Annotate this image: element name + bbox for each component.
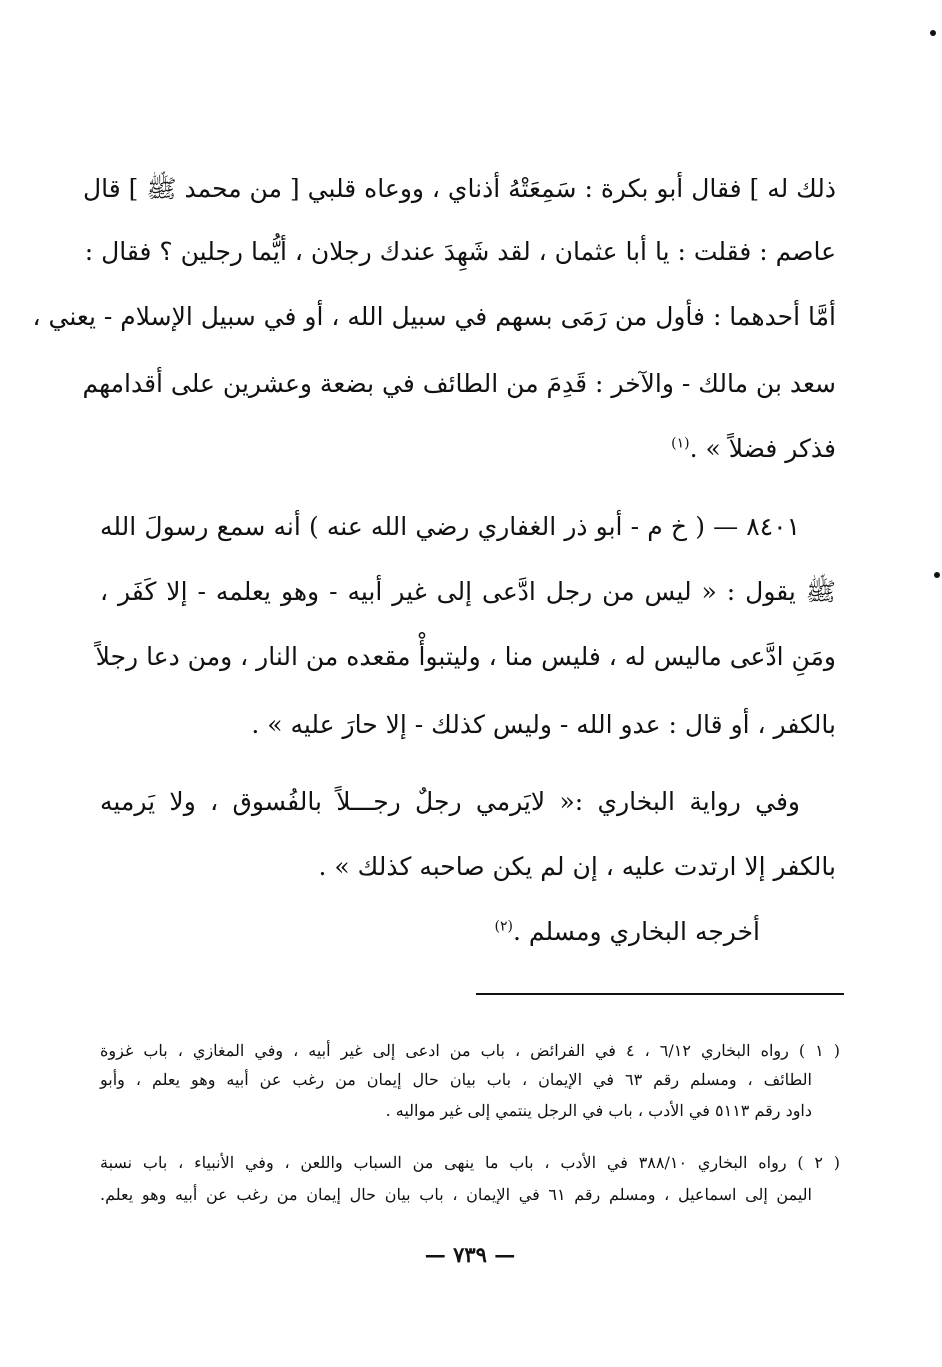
footnote-ref-1: (١) xyxy=(671,435,690,452)
body-line-11: بالكفر إلا ارتدت عليه ، إن لم يكن صاحبه كذلك » . xyxy=(318,852,836,881)
body-line-4: سعد بن مالك - والآخر : قَدِمَ من الطائف في بضعة وعشرين على أقدامهم xyxy=(82,369,836,398)
body-line-5 xyxy=(100,432,836,466)
footnote-2-line-1: ( ٢ ) رواه البخاري ٣٨٨/١٠ في الأدب ، باب ما ينهى من السباب واللعن ، وفي الأنبياء ، باب نسبة xyxy=(100,1153,841,1172)
body-line-7: ﷺ يقول : « ليس من رجل ادَّعى إلى غير أبيه - وهو يعلمه - إلا كَفَر ، xyxy=(100,577,836,606)
body-line-5-text: فذكر فضلاً » . xyxy=(689,434,836,463)
hadith-8401-heading: ٨٤٠١ — ( خ م - أبو ذر الغفاري رضي الله عنه ) أنه سمع رسولَ الله xyxy=(100,512,800,541)
page-number: — ٧٣٩ — xyxy=(424,1242,516,1267)
body-line-2: عاصم : فقلت : يا أبا عثمان ، لقد شَهِدَ عندك رجلان ، أيُّما رجلين ؟ فقال : xyxy=(84,237,836,266)
footnote-2-line-2: اليمن إلى اسماعيل ، ومسلم رقم ٦١ في الإيمان ، باب بيان حال إيمان من رغب عن أبيه وهو يعلم. xyxy=(100,1185,813,1204)
body-line-1: ذلك له ] فقال أبو بكرة : سَمِعَتْهُ أذناي ، ووعاه قلبي [ من محمد ﷺ ] قال xyxy=(82,174,836,203)
body-line-8: ومَنِ ادَّعى ماليس له ، فليس منا ، وليتبوأْ مقعده من النار ، ومن دعا رجلاً xyxy=(95,642,836,671)
body-line-9: بالكفر ، أو قال : عدو الله - وليس كذلك - إلا حارَ عليه » . xyxy=(251,710,836,739)
body-line-3: أمَّا أحدهما : فأول من رَمَى بسهم في سبيل الله ، أو في سبيل الإسلام - يعني ، xyxy=(32,302,836,331)
body-line-10: وفي رواية البخاري :« لايَرمي رجلٌ رجـــلاً بالفُسوق ، ولا يَرميه xyxy=(100,787,800,816)
footnote-1-line-1: ( ١ ) رواه البخاري ٦/١٢ ، ٤ في الفرائض ، باب من ادعى إلى غير أبيه ، وفي المغازي ، باب غزوة xyxy=(100,1041,841,1060)
body-line-12-text: أخرجه البخاري ومسلم . xyxy=(512,917,760,946)
footnote-1-line-3: داود رقم ٥١١٣ في الأدب ، باب في الرجل ينتمي إلى غير مواليه . xyxy=(385,1101,812,1120)
footnote-ref-2: (٢) xyxy=(494,918,513,935)
footnote-1-line-2: الطائف ، ومسلم رقم ٦٣ في الإيمان ، باب بيان حال إيمان من رغب عن أبيه وهو يعلم ، وأبو xyxy=(100,1070,812,1089)
margin-speck xyxy=(934,572,940,578)
margin-speck xyxy=(930,30,936,36)
footnote-separator xyxy=(476,993,844,995)
body-line-12 xyxy=(100,915,760,949)
